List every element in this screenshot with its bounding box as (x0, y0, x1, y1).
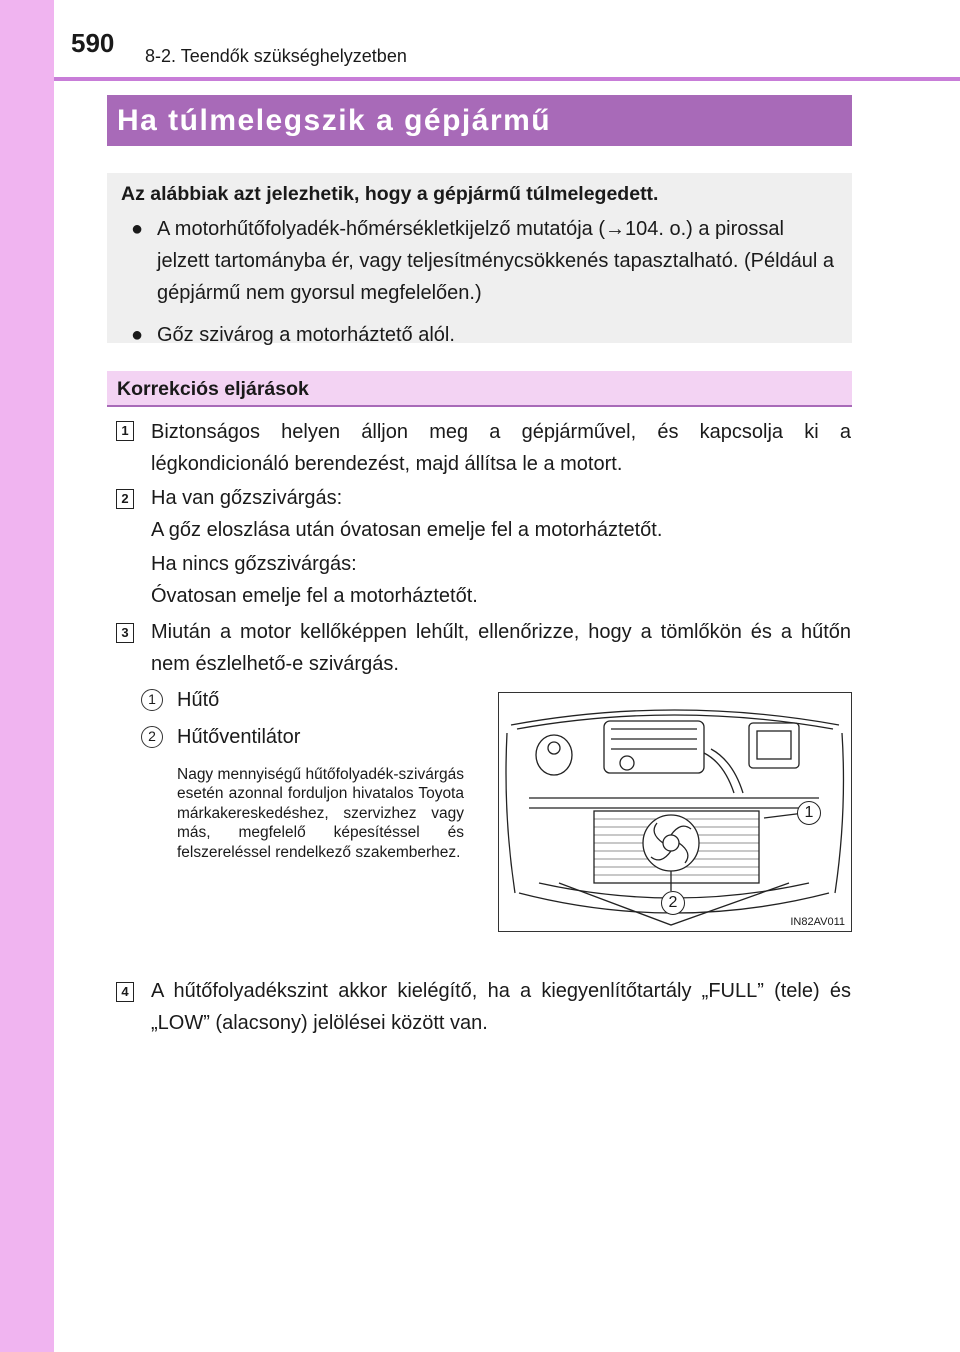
section-title: 8-2. Teendők szükséghelyzetben (145, 46, 407, 66)
step-2-text-alt: Ha nincs gőzszivárgás: Óvatosan emelje fel a motorháztetőt. (151, 553, 478, 607)
page-title: Ha túlmelegszik a gépjármű (107, 95, 852, 146)
procedures-heading: Korrekciós eljárások (107, 371, 852, 407)
info-bullet (121, 319, 838, 351)
step-1-text: Biztonságos helyen álljon meg a gépjárművel, és kapcsolja ki a légkondicionáló berendezést, majd állítsa le a motort. (151, 421, 851, 475)
callout-number-2: 2 (141, 726, 163, 748)
bullet-dot-icon: ● (131, 218, 144, 240)
warning-note: Nagy mennyiségű hűtőfolyadék-szivárgás esetén azonnal forduljon hivatalos Toyota márkakereskedéshez, szervizhez vagy más, megfelelő képesítéssel és felszereléssel rendelkező szakemberhez. (177, 766, 464, 861)
info-bullet-text: A motorhűtőfolyadék-hőmérsékletkijelző mutatója (→104. o.) a pirossal jelzett tartományba ér, vagy teljesítménycsökkenés tapasztalható. (Például a gépjármű nem gyorsul megfelelően.) (157, 218, 835, 304)
step-2-text: Ha van gőzszivárgás: A gőz eloszlása után óvatosan emelje fel a motorháztetőt. (151, 487, 663, 541)
bullet-dot-icon: ● (131, 324, 144, 346)
callout-label-radiator: Hűtő (177, 689, 220, 711)
callout-label-fan: Hűtőventilátor (177, 726, 301, 748)
engine-bay-figure (498, 692, 852, 932)
step-number-2: 2 (116, 489, 134, 509)
header-rule (54, 77, 960, 81)
side-strip (0, 0, 54, 1352)
figure-label-2: 2 (661, 891, 685, 915)
step-3-text: Miután a motor kellőképpen lehűlt, ellenőrizze, hogy a tömlőkön és a hűtőn nem észlelhető-e szivárgás. (151, 621, 851, 675)
info-bullet-text: Gőz szivárog a motorháztető alól. (157, 324, 455, 346)
info-box (107, 173, 852, 346)
info-heading: Az alábbiak azt jelezhetik, hogy a gépjármű túlmelegedett. (121, 183, 659, 205)
step-4-text: A hűtőfolyadékszint akkor kielégítő, ha a kiegyenlítőtartály „FULL” (tele) és „LOW” (alacsony) jelölései között van. (151, 980, 851, 1034)
figure-code: IN82AV011 (790, 916, 845, 928)
step-number-4: 4 (116, 982, 134, 1002)
step-number-3: 3 (116, 623, 134, 643)
figure-label-1: 1 (797, 801, 821, 825)
info-bullet (121, 213, 838, 309)
callout-number-1: 1 (141, 689, 163, 711)
page-number: 590 (71, 28, 115, 58)
step-number-1: 1 (116, 421, 134, 441)
